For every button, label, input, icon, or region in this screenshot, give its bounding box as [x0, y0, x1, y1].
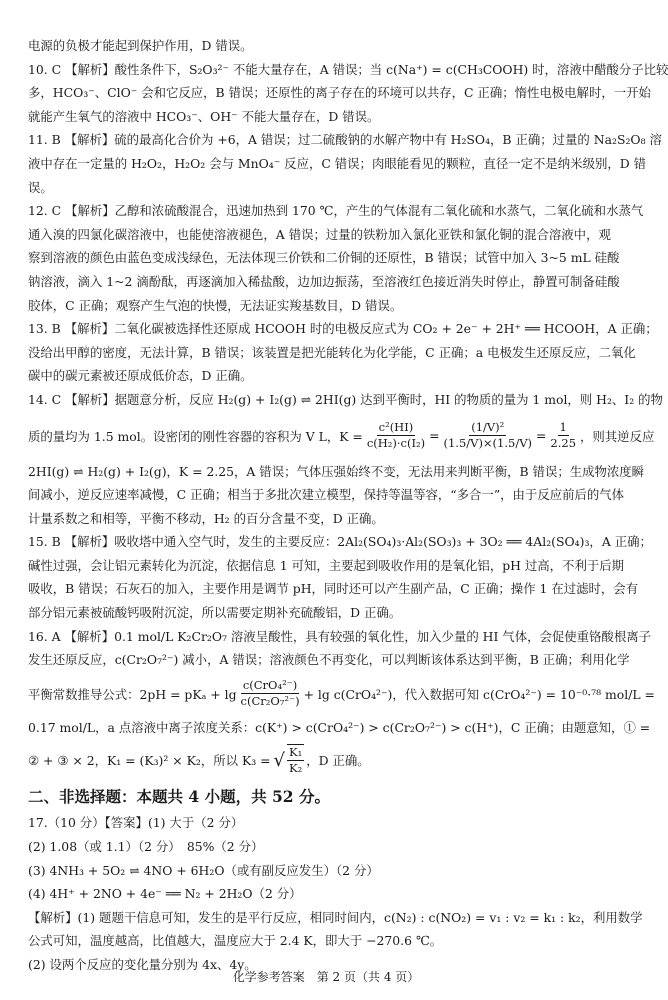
q16-line: 16. A 【解析】0.1 mol/L K₂Cr₂O₇ 溶液呈酸性，具有较强的氧化性，加入少量的 HI 气体，会促使重铬酸根离子	[28, 628, 651, 644]
sqrt-sign: √	[273, 749, 285, 771]
q15-line: 部分铝元素被硫酸钙吸附沉淀，所以需要定期补充硫酸铝，D 正确。	[28, 605, 402, 621]
q10-line: 10. C 【解析】酸性条件下，S₂O₃²⁻ 不能大量存在，A 错误；当 c(Na⁺) = c(CH₃COOH) 时，溶液中醋酸分子比较	[28, 61, 668, 77]
q17-line: (3) 4NH₃ + 5O₂ ⇌ 4NO + 6H₂O（或有副反应发生）（2 分）	[28, 862, 379, 878]
q12-line: 12. C 【解析】乙醇和浓硫酸混合，迅速加热到 170 ℃，产生的气体混有二氧化硫和水蒸气，二氧化硫和水蒸气	[28, 203, 644, 219]
q10-line: 多，HCO₃⁻、ClO⁻ 会和它反应，B 错误；还原性的离子存在的环境可以共存，C 正确；惰性电极电解时，一开始	[28, 85, 651, 101]
block-q9-tail	[28, 34, 634, 58]
q14-formula-post: ，则其逆反应	[580, 428, 655, 444]
q16-formula	[28, 672, 655, 716]
q10-line: 就能产生氧气的溶液中 HCO₃⁻、OH⁻ 不能大量存在，D 错误。	[28, 108, 380, 124]
q16-sqrt-num: K₁	[288, 745, 303, 760]
q9-tail-line: 电源的负极才能起到保护作用，D 错误。	[28, 38, 253, 53]
q11-line: 误。	[28, 179, 53, 195]
q11-line: 11. B 【解析】硫的最高化合价为 +6，A 错误；过二硫酸钠的水解产物中有 H₂SO₄，B 正确；过量的 Na₂S₂O₈ 溶	[28, 132, 662, 148]
q11-line: 液中存在一定量的 H₂O₂，H₂O₂ 会与 MnO₄⁻ 反应，C 错误；肉眼能看见的颗粒，直径一定不是纳米级别，D 错	[28, 155, 647, 171]
q14-line: 间减小，逆反应速率减慢，C 正确；相当于多批次建立模型，保持等温等容，“多合一”，由于反应前后的气体	[28, 487, 625, 503]
q13-line: 13. B 【解析】二氧化碳被选择性还原成 HCOOH 时的电极反应式为 CO₂ + 2e⁻ + 2H⁺ ══ HCOOH，A 正确；	[28, 321, 658, 337]
q16-part-b	[28, 716, 651, 740]
q16-line: 0.17 mol/L，a 点溶液中离子浓度关系：c(K⁺) > c(CrO₄²⁻) > c(Cr₂O₇²⁻) > c(H⁺)，C 正确；由题意知，① =	[28, 719, 651, 735]
q16-part-a	[28, 625, 651, 672]
q17-line: 17.（10 分）【答案】(1) 大于（2 分）	[28, 815, 244, 831]
q14-frac1-num: c²(HI)	[378, 420, 414, 434]
q14-eq2: =	[536, 428, 547, 443]
q13-line: 碳中的碳元素被还原成低价态，D 正确。	[28, 368, 253, 384]
q13-line: 没给出甲醇的密度，无法计算，B 错误；该装置是把光能转化为化学能，C 正确；a 电极发生还原反应，二氧化	[28, 344, 636, 360]
q14-line1: 14. C 【解析】据题意分析，反应 H₂(g) + I₂(g) ⇌ 2HI(g) 达到平衡时，HI 的物质的量为 1 mol，则 H₂、I₂ 的物	[28, 391, 663, 407]
block-q16	[28, 625, 655, 782]
q15-line: 15. B 【解析】吸收塔中通入空气时，发生的主要反应：2Al₂(SO₄)₃·Al₂(SO₃)₃ + 3O₂ ══ 4Al₂(SO₄)₃，A 正确；	[28, 534, 652, 550]
q16-formula2-post: ，D 正确。	[306, 753, 370, 769]
q16-formula-pre: 平衡常数推导公式：2pH = pKₐ + lg	[28, 686, 237, 702]
page-footer: 化学参考答案 第 2 页（共 4 页）	[232, 970, 420, 984]
q14-frac3-num: 1	[559, 420, 567, 434]
q17-line: 公式可知，温度越高，比值越大，温度应大于 2.4 K，即大于 −270.6 ℃。	[28, 933, 443, 949]
q15-line: 碱性过强，会让铝元素转化为沉淀，依据信息 1 可知，主要起到吸收作用的是氧化铝，pH 过高，不利于后期	[28, 557, 625, 573]
block-q12	[28, 199, 644, 317]
block-q17	[28, 811, 643, 976]
q14-frac1-den: c(H₂)·c(I₂)	[366, 436, 426, 450]
block-q15	[28, 530, 652, 624]
block-q11	[28, 128, 662, 199]
q12-line: 察到溶液的颜色由蓝色变成浅绿色，无法体现三价铁和二价铜的还原性，B 错误；试管中加入 3~5 mL 硅酸	[28, 250, 620, 266]
q16-line: 发生还原反应，c(Cr₂O₇²⁻) 减小，A 错误；溶液颜色不再变化，可以判断该体系达到平衡，B 正确；利用化学	[28, 652, 630, 668]
q14-frac3	[548, 420, 578, 451]
q12-line: 通入溴的四氯化碳溶液中，也能使溶液褪色，A 错误；过量的铁粉加入氯化亚铁和氯化铜的混合溶液中，观	[28, 226, 611, 242]
block-q13	[28, 317, 658, 388]
q15-line: 吸收，B 错误；石灰石的加入，主要作用是调节 pH，同时还可以产生副产品，C 正确；操作 1 在过滤时，会有	[28, 581, 639, 597]
q14-frac2	[441, 420, 534, 451]
q12-line: 胶体，C 正确；观察产生气泡的快慢，无法证实羧基数目，D 错误。	[28, 297, 403, 313]
q16-formula2	[28, 739, 634, 781]
q14-formula-pre: 质的量均为 1.5 mol。设密闭的刚性容器的容积为 V L，K =	[28, 428, 363, 444]
q17-line: (2) 1.08（或 1.1）（2 分） 85%（2 分）	[28, 839, 264, 855]
q12-line: 钠溶液，滴入 1~2 滴酚酞，再逐滴加入稀盐酸，边加边振荡，至溶液红色接近消失时停止，静置可制备硅酸	[28, 273, 620, 289]
q14-line: 2HI(g) ⇌ H₂(g) + I₂(g)，K = 2.25，A 错误；气体压强始终不变，无法用来判断平衡，B 错误；生成物浓度瞬	[28, 463, 645, 479]
q17-line: 【解析】(1) 题题干信息可知，发生的是平行反应，相同时间内，c(N₂) : c(NO₂) = v₁ : v₂ = k₁ : k₂，利用数学	[28, 909, 643, 925]
q17-line: (2) 设两个反应的变化量分别为 4x、4y。	[28, 957, 257, 972]
q16-sqrt-den: K₂	[288, 761, 303, 776]
q17-line: (4) 4H⁺ + 2NO + 4e⁻ ══ N₂ + 2H₂O（2 分）	[28, 886, 302, 902]
q14-eq1: =	[429, 428, 440, 443]
q14-rest	[28, 460, 645, 531]
q14-frac3-den: 2.25	[550, 436, 577, 450]
q16-formula2-pre: ② + ③ × 2，K₁ = (K₃)² × K₂，所以 K₃ =	[28, 753, 271, 769]
q14-frac2-num: (1/V)²	[471, 420, 505, 434]
q14-formula	[28, 412, 655, 460]
q14-line: 计量系数之和相等，平衡不移动，H₂ 的百分含量不变，D 正确。	[28, 510, 384, 526]
section-heading-2: 二、非选择题：本题共 4 小题，共 52 分。	[28, 787, 330, 807]
q14-frac2-den: (1.5/V)×(1.5/V)	[443, 436, 533, 450]
q16-frac-den: c(Cr₂O₇²⁻)	[240, 694, 300, 709]
block-q14	[28, 388, 663, 530]
q16-sqrt-frac	[287, 744, 304, 776]
q14-frac1	[365, 420, 427, 451]
q16-frac	[239, 678, 302, 709]
q16-formula-post: + lg c(CrO₄²⁻)，代入数据可知 c(CrO₄²⁻) = 10⁻⁰·⁷⁸ mol/L =	[303, 686, 655, 702]
q16-frac-num: c(CrO₄²⁻)	[242, 678, 298, 693]
block-q10	[28, 58, 668, 129]
